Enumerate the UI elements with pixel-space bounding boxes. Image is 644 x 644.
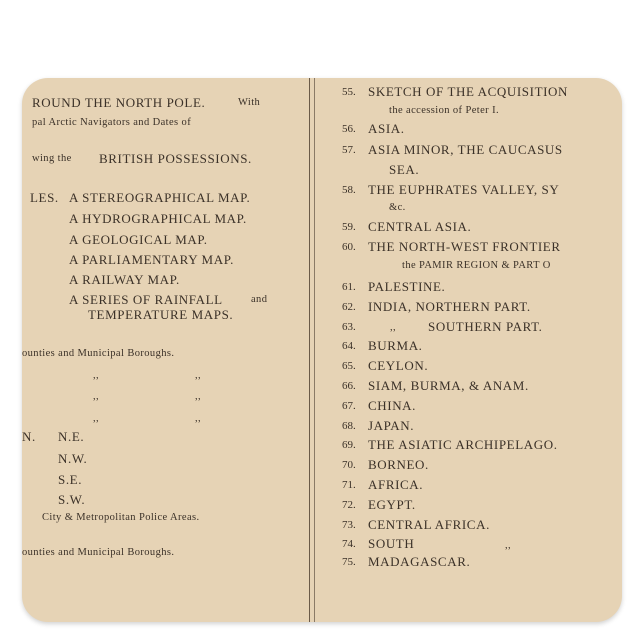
right-num-69: 69. bbox=[342, 439, 356, 451]
right-num-71: 71. bbox=[342, 479, 356, 491]
right-58b: &c. bbox=[389, 202, 406, 213]
left-se: S.E. bbox=[58, 472, 83, 487]
right-num-63: 63. bbox=[342, 321, 356, 333]
right-74: SOUTH bbox=[368, 536, 415, 551]
right-num-55: 55. bbox=[342, 86, 356, 98]
left-line-6: A GEOLOGICAL MAP. bbox=[69, 232, 208, 247]
mouse-pad bbox=[22, 78, 622, 622]
right-55: SKETCH OF THE ACQUISITION bbox=[368, 84, 569, 99]
right-num-57: 57. bbox=[342, 144, 356, 156]
right-num-75: 75. bbox=[342, 556, 356, 568]
right-num-67: 67. bbox=[342, 400, 356, 412]
right-num-73: 73. bbox=[342, 519, 356, 531]
right-num-70: 70. bbox=[342, 459, 356, 471]
left-line-8: A RAILWAY MAP. bbox=[69, 272, 180, 287]
ditto-6: ,, bbox=[195, 413, 202, 424]
left-ne: N.E. bbox=[58, 429, 85, 444]
ditto-1: ,, bbox=[93, 370, 100, 381]
right-num-66: 66. bbox=[342, 380, 356, 392]
left-nw: N.W. bbox=[58, 451, 88, 466]
right-num-74: 74. bbox=[342, 538, 356, 550]
right-64: BURMA. bbox=[368, 338, 423, 353]
right-num-62: 62. bbox=[342, 301, 356, 313]
right-72: EGYPT. bbox=[368, 497, 416, 512]
right-num-64: 64. bbox=[342, 340, 356, 352]
right-61: PALESTINE. bbox=[368, 279, 446, 294]
right-73: CENTRAL AFRICA. bbox=[368, 517, 490, 532]
left-sw: S.W. bbox=[58, 492, 86, 507]
right-71: AFRICA. bbox=[368, 477, 424, 492]
right-57: ASIA MINOR, THE CAUCASUS bbox=[368, 142, 563, 157]
right-59: CENTRAL ASIA. bbox=[368, 219, 472, 234]
right-70: BORNEO. bbox=[368, 457, 429, 472]
left-last: ounties and Municipal Boroughs. bbox=[22, 547, 175, 558]
left-line-7: A PARLIAMENTARY MAP. bbox=[69, 252, 234, 267]
left-line-1a: ROUND THE NORTH POLE. bbox=[32, 95, 206, 110]
ditto-4: ,, bbox=[195, 391, 202, 402]
ditto-3: ,, bbox=[93, 391, 100, 402]
right-num-60: 60. bbox=[342, 241, 356, 253]
right-num-61: 61. bbox=[342, 281, 356, 293]
right-74-ditto: ,, bbox=[505, 540, 512, 551]
right-num-58: 58. bbox=[342, 184, 356, 196]
right-65: CEYLON. bbox=[368, 358, 429, 373]
left-line-4b: A STEREOGRAPHICAL MAP. bbox=[69, 190, 251, 205]
ditto-2: ,, bbox=[195, 370, 202, 381]
left-line-3a: wing the bbox=[32, 153, 72, 164]
right-num-59: 59. bbox=[342, 221, 356, 233]
right-67: CHINA. bbox=[368, 398, 417, 413]
left-line-9b: and bbox=[251, 294, 268, 305]
column-divider bbox=[309, 78, 310, 622]
right-58: THE EUPHRATES VALLEY, SY bbox=[368, 182, 560, 197]
left-city: City & Metropolitan Police Areas. bbox=[42, 512, 200, 523]
right-63-ditto: ,, bbox=[390, 322, 397, 333]
right-num-72: 72. bbox=[342, 499, 356, 511]
column-divider-inner bbox=[314, 78, 315, 622]
right-num-65: 65. bbox=[342, 360, 356, 372]
right-60: THE NORTH-WEST FRONTIER bbox=[368, 239, 561, 254]
left-line-11: ounties and Municipal Boroughs. bbox=[22, 348, 175, 359]
left-line-3b: BRITISH POSSESSIONS. bbox=[99, 151, 252, 166]
left-line-2: pal Arctic Navigators and Dates of bbox=[32, 117, 192, 128]
left-line-4a: LES. bbox=[30, 190, 59, 205]
right-56: ASIA. bbox=[368, 121, 405, 136]
left-ne-prefix: N. bbox=[22, 429, 36, 444]
right-68: JAPAN. bbox=[368, 418, 415, 433]
right-num-56: 56. bbox=[342, 123, 356, 135]
right-62: INDIA, NORTHERN PART. bbox=[368, 299, 531, 314]
right-55b: the accession of Peter I. bbox=[389, 105, 500, 116]
right-75: MADAGASCAR. bbox=[368, 554, 471, 569]
right-57b: SEA. bbox=[389, 162, 420, 177]
right-num-68: 68. bbox=[342, 420, 356, 432]
right-69: THE ASIATIC ARCHIPELAGO. bbox=[368, 437, 558, 452]
left-line-1b: With bbox=[238, 97, 261, 108]
left-line-10: TEMPERATURE MAPS. bbox=[88, 307, 234, 322]
left-line-5: A HYDROGRAPHICAL MAP. bbox=[69, 211, 247, 226]
left-line-9a: A SERIES OF RAINFALL bbox=[69, 292, 223, 307]
ditto-5: ,, bbox=[93, 413, 100, 424]
right-60b: the PAMIR REGION & PART O bbox=[402, 260, 551, 271]
right-63: SOUTHERN PART. bbox=[428, 319, 543, 334]
right-66: SIAM, BURMA, & ANAM. bbox=[368, 378, 529, 393]
